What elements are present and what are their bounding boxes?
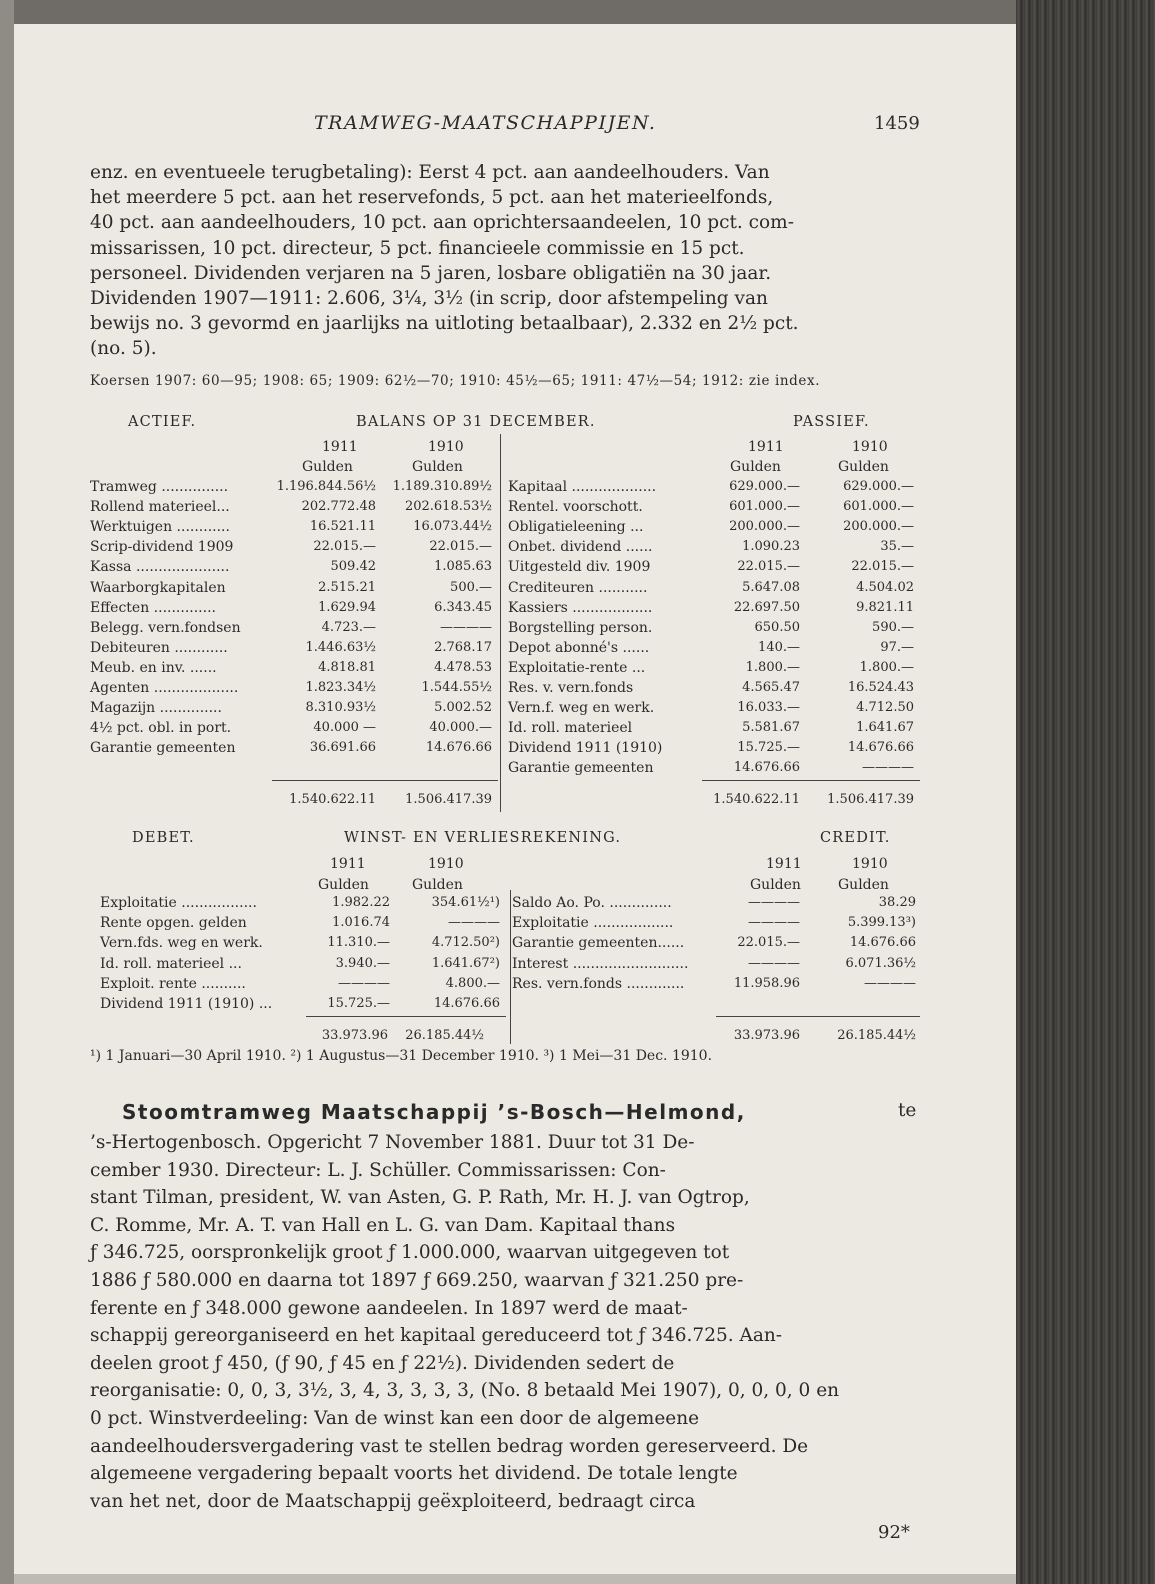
actief-row-value-1910: 1.085.63 <box>434 559 492 575</box>
passief-row-value-1911: 1.090.23 <box>742 539 800 555</box>
company-line: 1886 ƒ 580.000 en daarna tot 1897 ƒ 669.250, waarvan ƒ 321.250 pre- <box>90 1269 744 1291</box>
actief-row-value-1910: 5.002.52 <box>434 700 492 716</box>
debet-heading: DEBET. <box>132 830 195 846</box>
debet-total-1910: 26.185.44½ <box>405 1028 484 1043</box>
debet-total-1911: 33.973.96 <box>321 1028 388 1043</box>
actief-row-label: Kassa ..................... <box>90 559 230 576</box>
actief-row-value-1911: 1.629.94 <box>318 599 376 615</box>
company-line: ƒ 346.725, oorspronkelijk groot ƒ 1.000.000, waarvan uitgegeven tot <box>90 1242 730 1264</box>
koersen-line: Koersen 1907: 60—95; 1908: 65; 1909: 62½—70; 1910: 45½—65; 1911: 47½—54; 1912: zie index. <box>90 373 821 389</box>
balans-divider <box>500 434 501 812</box>
actief-row-value-1910: 4.478.53 <box>434 659 492 675</box>
passief-row-value-1911: 4.565.47 <box>742 680 800 695</box>
debet-row-value-1910: 14.676.66 <box>433 996 500 1011</box>
passief-row-value-1910: 590.— <box>872 619 914 635</box>
running-header: TRAMWEG-MAATSCHAPPIJEN. <box>314 112 657 134</box>
passief-row-label: Borgstelling person. <box>508 619 653 636</box>
debet-row-label: Rente opgen. gelden <box>100 915 247 932</box>
passief-row-value-1910: 16.524.43 <box>847 680 914 695</box>
intro-line: enz. en eventueele terugbetaling): Eerst 4 pct. aan aandeelhouders. Van <box>90 162 770 183</box>
actief-row-value-1911: 509.42 <box>330 559 376 575</box>
credit-total-1910: 26.185.44½ <box>837 1028 916 1043</box>
debet-row-value-1910: ———— <box>448 915 500 931</box>
company-name-text: Stoomtramweg Maatschappij ’s-Bosch—Helmond, <box>122 1100 746 1124</box>
winst-year-1910-right: 1910 <box>852 856 888 872</box>
actief-row-value-1911: 40.000 — <box>313 720 376 736</box>
actief-heading: ACTIEF. <box>128 414 197 430</box>
company-name-suffix: te <box>898 1100 917 1121</box>
passief-row-label: Garantie gemeenten <box>508 760 654 777</box>
passief-row-value-1910: 9.821.11 <box>856 599 914 615</box>
actief-row-value-1911: 22.015.— <box>313 539 376 555</box>
actief-row-label: Rollend materieel... <box>90 499 230 516</box>
credit-row-label: Exploitatie .................. <box>512 915 674 932</box>
passief-row-value-1910: 97.— <box>880 639 914 655</box>
actief-row-value-1910: 40.000.— <box>429 720 492 736</box>
actief-row-label: Scrip-dividend 1909 <box>90 539 234 556</box>
passief-row-label: Dividend 1911 (1910) <box>508 740 663 757</box>
passief-row-value-1911: 200.000.— <box>729 519 800 535</box>
credit-row-value-1910: 14.676.66 <box>849 935 916 951</box>
year-1911-right: 1911 <box>748 439 784 455</box>
unit-1910-left: Gulden <box>412 459 463 475</box>
winst-divider <box>510 890 511 1044</box>
passief-total-1911: 1.540.622.11 <box>713 792 800 807</box>
debet-row-value-1911: 1.016.74 <box>332 915 390 931</box>
credit-row-value-1910: ———— <box>864 975 916 991</box>
actief-row-label: Effecten .............. <box>90 599 216 616</box>
unit-1911-right: Gulden <box>730 459 781 475</box>
company-line: algemeene vergadering bepaalt voorts het dividend. De totale lengte <box>90 1463 738 1485</box>
passief-row-value-1911: 601.000.— <box>729 499 800 515</box>
actief-row-value-1911: 4.723.— <box>321 619 376 635</box>
passief-row-value-1910: 200.000.— <box>843 519 914 535</box>
intro-line: (no. 5). <box>90 338 157 360</box>
credit-row-label: Saldo Ao. Po. .............. <box>512 895 672 911</box>
company-line: cember 1930. Directeur: L. J. Schüller. Commissarissen: Con- <box>90 1159 666 1181</box>
passief-row-label: Kassiers .................. <box>508 599 653 616</box>
intro-paragraph <box>90 160 916 362</box>
passief-row-value-1911: 16.033.— <box>737 700 800 716</box>
company-line: schappij gereorganiseerd en het kapitaal gereduceerd tot ƒ 346.725. Aan- <box>90 1325 783 1347</box>
actief-row-value-1911: 1.446.63½ <box>305 639 376 655</box>
debet-row-value-1910: 354.61½¹) <box>431 895 500 910</box>
passief-row-label: Depot abonné's ...... <box>508 639 650 656</box>
actief-row-label: Meub. en inv. ...... <box>90 659 217 676</box>
passief-row-label: Res. v. vern.fonds <box>508 680 634 696</box>
winst-unit-1910-right: Gulden <box>838 877 889 893</box>
unit-1910-right: Gulden <box>838 459 889 475</box>
winst-heading: WINST- EN VERLIESREKENING. <box>344 830 622 846</box>
passief-row-value-1910: 629.000.— <box>843 479 914 494</box>
passief-row-value-1911: 5.647.08 <box>742 579 800 595</box>
debet-row-value-1911: 3.940.— <box>335 955 390 971</box>
intro-line: 40 pct. aan aandeelhouders, 10 pct. aan oprichtersaandeelen, 10 pct. com- <box>90 212 794 234</box>
passief-row-label: Crediteuren ........... <box>508 579 648 596</box>
actief-row-label: Belegg. vern.fondsen <box>90 619 241 636</box>
passief-row-value-1911: 140.— <box>758 639 800 655</box>
passief-row-label: Vern.f. weg en werk. <box>508 700 655 717</box>
debet-row-value-1910: 4.712.50²) <box>431 935 500 951</box>
company-line: reorganisatie: 0, 0, 3, 3½, 3, 4, 3, 3, 3, 3, (No. 8 betaald Mei 1907), 0, 0, 0, 0 en <box>90 1380 840 1402</box>
actief-row-value-1911: 4.818.81 <box>318 659 376 675</box>
intro-line: missarissen, 10 pct. directeur, 5 pct. financieele commissie en 15 pct. <box>90 237 745 259</box>
passief-row-value-1911: 15.725.— <box>737 740 800 756</box>
passief-row-value-1911: 14.676.66 <box>733 760 800 776</box>
credit-row-label: Interest .......................... <box>512 955 689 972</box>
actief-row-value-1910: 22.015.— <box>429 539 492 555</box>
winst-year-1910-left: 1910 <box>428 856 464 872</box>
balans-heading: BALANS OP 31 DECEMBER. <box>356 414 596 430</box>
actief-row-value-1910: 202.618.53½ <box>404 499 492 515</box>
year-1910-left: 1910 <box>428 439 464 455</box>
intro-line: bewijs no. 3 gevormd en jaarlijks na uitloting betaalbaar), 2.332 en 2½ pct. <box>90 313 799 335</box>
passief-row-label: Id. roll. materieel <box>508 720 633 737</box>
passief-row-value-1911: 650.50 <box>754 619 800 635</box>
page-number: 1459 <box>874 113 920 134</box>
actief-row-label: Garantie gemeenten <box>90 740 236 757</box>
debet-row-value-1911: 11.310.— <box>327 935 390 951</box>
company-line: deelen groot ƒ 450, (ƒ 90, ƒ 45 en ƒ 22½). Dividenden sedert de <box>90 1352 675 1374</box>
winst-year-1911-left: 1911 <box>330 856 366 872</box>
actief-row-value-1910: 500.— <box>450 579 492 595</box>
passief-row-value-1910: 35.— <box>880 539 914 555</box>
debet-total-rule <box>306 1016 506 1017</box>
company-name <box>122 1100 746 1124</box>
actief-row-value-1910: 14.676.66 <box>425 740 492 756</box>
winst-unit-1911-left: Gulden <box>318 877 369 893</box>
company-line: ferente en ƒ 348.000 gewone aandeelen. In 1897 werd de maat- <box>90 1297 688 1319</box>
passief-row-value-1910: 14.676.66 <box>847 740 914 756</box>
passief-row-value-1911: 22.015.— <box>737 559 800 575</box>
company-line: stant Tilman, president, W. van Asten, G. P. Rath, Mr. H. J. van Ogtrop, <box>90 1187 750 1209</box>
signature-mark: 92* <box>878 1522 910 1543</box>
actief-row-value-1910: 6.343.45 <box>434 599 492 615</box>
year-1910-right: 1910 <box>852 439 888 455</box>
passief-row-label: Exploitatie-rente ... <box>508 659 646 676</box>
actief-row-value-1911: 202.772.48 <box>301 499 376 515</box>
page-left-edge <box>0 0 14 1584</box>
actief-row-label: Tramweg ............... <box>90 479 229 495</box>
credit-row-value-1910: 5.399.13³) <box>847 915 916 931</box>
credit-row-value-1911: ———— <box>748 955 800 971</box>
company-line: ’s-Hertogenbosch. Opgericht 7 November 1881. Duur tot 31 De- <box>90 1132 695 1153</box>
actief-row-value-1910: ———— <box>440 619 492 635</box>
actief-row-value-1910: 2.768.17 <box>434 639 492 655</box>
winst-unit-1911-right: Gulden <box>750 877 801 893</box>
credit-row-value-1910: 38.29 <box>878 895 916 910</box>
intro-line: personeel. Dividenden verjaren na 5 jaren, losbare obligatiën na 30 jaar. <box>90 262 772 284</box>
passief-total-rule <box>702 780 920 781</box>
credit-row-value-1910: 6.071.36½ <box>845 955 916 971</box>
company-paragraph <box>90 1129 916 1515</box>
debet-row-label: Exploit. rente .......... <box>100 975 246 992</box>
passief-row-value-1910: 4.712.50 <box>856 700 914 716</box>
company-line: C. Romme, Mr. A. T. van Hall en L. G. van Dam. Kapitaal thans <box>90 1214 676 1236</box>
passief-row-label: Kapitaal ................... <box>508 479 657 495</box>
debet-row-label: Vern.fds. weg en werk. <box>100 935 263 952</box>
passief-row-label: Obligatieleening ... <box>508 519 644 536</box>
actief-row-label: Waarborgkapitalen <box>90 579 226 596</box>
passief-row-value-1910: 22.015.— <box>851 559 914 575</box>
credit-heading: CREDIT. <box>820 830 891 846</box>
actief-row-value-1910: 1.544.55½ <box>421 680 492 695</box>
winst-year-1911-right: 1911 <box>766 856 802 872</box>
actief-row-label: Agenten ................... <box>90 680 239 696</box>
actief-total-1910: 1.506.417.39 <box>405 792 492 807</box>
passief-row-label: Rentel. voorschott. <box>508 499 643 516</box>
credit-row-value-1911: ———— <box>748 895 800 910</box>
actief-row-value-1911: 16.521.11 <box>309 519 376 535</box>
passief-row-value-1911: 1.800.— <box>745 659 800 675</box>
actief-row-value-1911: 36.691.66 <box>309 740 376 756</box>
actief-row-label: 4½ pct. obl. in port. <box>90 720 232 737</box>
passief-total-1910: 1.506.417.39 <box>827 792 914 807</box>
debet-row-label: Dividend 1911 (1910) ... <box>100 996 273 1012</box>
actief-row-value-1910: 1.189.310.89½ <box>392 479 492 494</box>
year-1911-left: 1911 <box>322 439 358 455</box>
credit-row-value-1911: ———— <box>748 915 800 931</box>
credit-row-label: Garantie gemeenten...... <box>512 935 685 952</box>
actief-total-rule <box>272 780 498 781</box>
actief-row-label: Magazijn .............. <box>90 700 222 717</box>
passief-row-value-1911: 629.000.— <box>729 479 800 494</box>
debet-row-label: Id. roll. materieel ... <box>100 955 242 972</box>
actief-total-1911: 1.540.622.11 <box>289 792 376 807</box>
passief-row-value-1910: 1.641.67 <box>856 720 914 736</box>
credit-row-label: Res. vern.fonds ............. <box>512 975 685 992</box>
intro-line: Dividenden 1907—1911: 2.606, 3¼, 3½ (in scrip, door afstempeling van <box>90 288 768 310</box>
credit-total-1911: 33.973.96 <box>733 1028 800 1043</box>
passief-row-value-1910: 4.504.02 <box>856 579 914 595</box>
actief-row-value-1911: 8.310.93½ <box>305 700 376 716</box>
page-top-edge <box>0 0 1016 24</box>
passief-row-value-1910: ———— <box>862 760 914 776</box>
company-line: aandeelhoudersvergadering vast te stellen bedrag worden gereserveerd. De <box>90 1435 809 1457</box>
unit-1911-left: Gulden <box>302 459 353 475</box>
credit-row-value-1911: 22.015.— <box>737 935 800 951</box>
credit-row-value-1911: 11.958.96 <box>733 975 800 991</box>
intro-line: het meerdere 5 pct. aan het reservefonds, 5 pct. aan het materieelfonds, <box>90 187 774 209</box>
actief-row-value-1911: 1.196.844.56½ <box>276 479 376 494</box>
actief-row-value-1911: 1.823.34½ <box>305 680 376 695</box>
actief-row-label: Debiteuren ............ <box>90 639 228 656</box>
credit-total-rule <box>716 1016 920 1017</box>
passief-row-value-1910: 601.000.— <box>843 499 914 515</box>
passief-row-label: Uitgesteld div. 1909 <box>508 559 651 576</box>
company-line: van het net, door de Maatschappij geëxploiteerd, bedraagt circa <box>90 1490 696 1512</box>
passief-row-label: Onbet. dividend ...... <box>508 539 653 556</box>
debet-row-value-1911: 15.725.— <box>327 996 390 1011</box>
actief-row-value-1911: 2.515.21 <box>318 579 376 595</box>
debet-row-value-1910: 1.641.67²) <box>431 955 500 971</box>
debet-row-value-1910: 4.800.— <box>445 975 500 991</box>
debet-row-label: Exploitatie ................. <box>100 895 257 911</box>
debet-row-value-1911: ———— <box>338 975 390 991</box>
winst-unit-1910-left: Gulden <box>412 877 463 893</box>
actief-row-value-1910: 16.073.44½ <box>413 519 492 535</box>
footnotes: ¹) 1 Januari—30 April 1910. ²) 1 Augustus—31 December 1910. ³) 1 Mei—31 Dec. 1910. <box>90 1048 713 1064</box>
passief-heading: PASSIEF. <box>793 414 870 430</box>
company-line: 0 pct. Winstverdeeling: Van de winst kan een door de algemeene <box>90 1407 700 1429</box>
debet-row-value-1911: 1.982.22 <box>332 895 390 910</box>
actief-row-label: Werktuigen ............ <box>90 519 230 536</box>
passief-row-value-1911: 5.581.67 <box>742 720 800 736</box>
book-spine <box>1016 0 1155 1584</box>
passief-row-value-1911: 22.697.50 <box>733 599 800 615</box>
passief-row-value-1910: 1.800.— <box>859 659 914 675</box>
